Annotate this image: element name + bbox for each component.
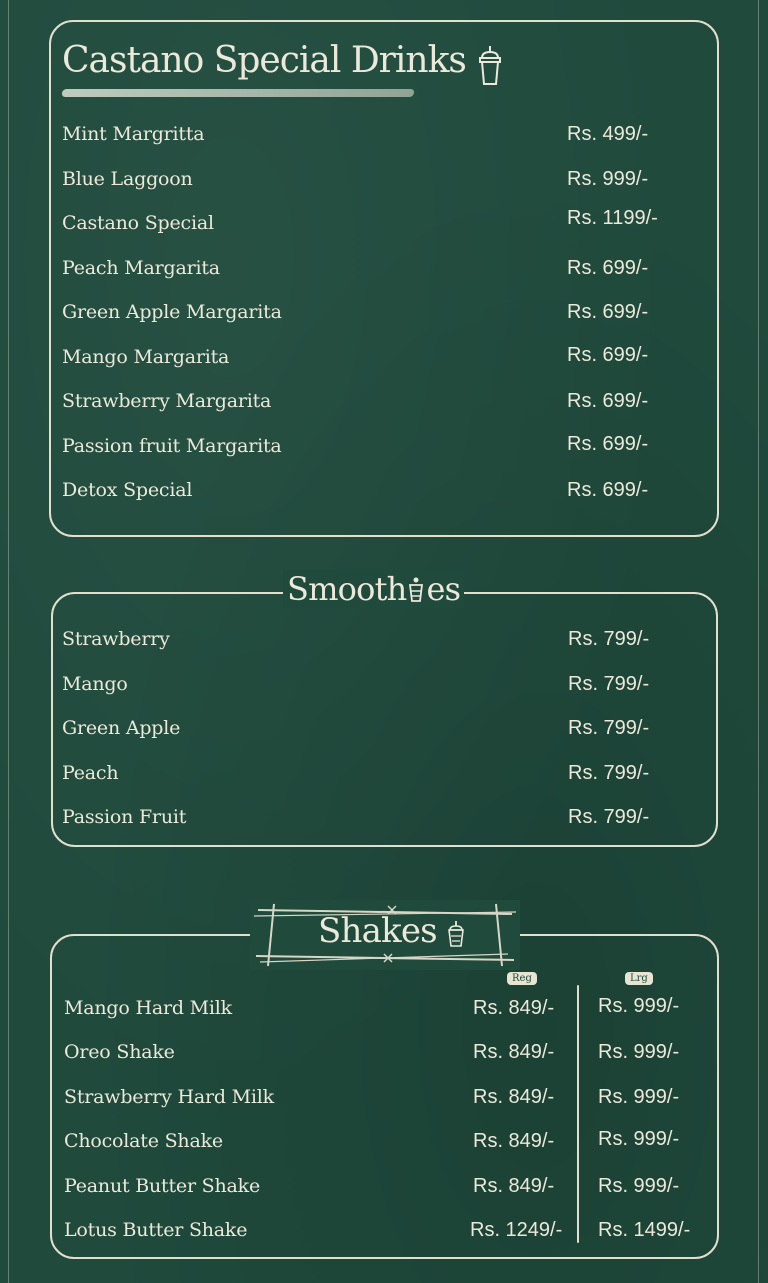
list-item <box>50 123 718 153</box>
list-item <box>50 390 718 420</box>
item-price: Rs. 699/- <box>567 433 649 455</box>
smoothie-glass-icon <box>407 577 425 603</box>
list-item <box>50 806 718 836</box>
item-name: Green Apple Margarita <box>62 301 282 323</box>
right-edge-line <box>758 0 759 1283</box>
list-item <box>50 301 718 331</box>
item-name: Mango Margarita <box>62 346 230 368</box>
shakes-title: Shakes <box>318 911 437 951</box>
list-item <box>52 1130 718 1160</box>
item-price: Rs. 699/- <box>567 257 649 279</box>
item-price: Rs. 499/- <box>567 123 649 145</box>
item-price-regular: Rs. 1249/- <box>470 1219 563 1241</box>
list-item <box>50 207 718 242</box>
item-price: Rs. 799/- <box>568 717 650 739</box>
item-name: Castano Special <box>62 212 214 234</box>
list-item <box>50 717 718 747</box>
item-price: Rs. 699/- <box>567 479 649 501</box>
item-price-regular: Rs. 849/- <box>473 1175 555 1197</box>
list-item <box>52 1041 718 1071</box>
smoothies-title-end: es <box>426 570 461 608</box>
smoothies-title-start: Smooth <box>287 570 407 608</box>
item-price: Rs. 799/- <box>568 628 650 650</box>
list-item <box>52 997 718 1027</box>
item-price-large: Rs. 999/- <box>598 1175 680 1197</box>
list-item <box>50 479 718 509</box>
list-item <box>52 1219 718 1249</box>
item-price: Rs. 999/- <box>567 168 649 190</box>
item-price: Rs. 1199/- <box>567 207 658 229</box>
list-item <box>52 1175 718 1205</box>
item-name: Mango Hard Milk <box>64 997 232 1019</box>
special-drinks-title-underline <box>61 89 414 97</box>
item-name: Passion Fruit <box>62 806 187 828</box>
item-name: Strawberry Hard Milk <box>64 1086 274 1108</box>
list-item <box>50 673 718 703</box>
shake-cup-icon <box>447 920 465 948</box>
item-price-large: Rs. 999/- <box>598 1086 680 1108</box>
special-drinks-title: Castano Special Drinks <box>62 40 466 81</box>
item-name: Detox Special <box>62 479 193 501</box>
item-name: Peach Margarita <box>62 257 220 279</box>
item-price: Rs. 799/- <box>568 673 650 695</box>
item-name: Mint Margritta <box>62 123 205 145</box>
item-name: Chocolate Shake <box>64 1130 223 1152</box>
item-name: Blue Laggoon <box>62 168 193 190</box>
item-price-large: Rs. 1499/- <box>598 1219 691 1241</box>
item-price: Rs. 799/- <box>568 806 650 828</box>
list-item <box>50 168 718 198</box>
item-price-large: Rs. 999/- <box>598 995 680 1017</box>
item-price-regular: Rs. 849/- <box>473 1130 555 1152</box>
item-price: Rs. 699/- <box>567 344 649 366</box>
item-name: Mango <box>62 673 128 695</box>
large-size-badge: Lrg <box>625 972 653 985</box>
item-price-large: Rs. 999/- <box>598 1128 680 1150</box>
item-name: Passion fruit Margarita <box>62 435 282 457</box>
list-item <box>50 762 718 792</box>
item-price: Rs. 699/- <box>567 301 649 323</box>
item-price-regular: Rs. 849/- <box>473 997 555 1019</box>
item-name: Oreo Shake <box>64 1041 175 1063</box>
item-name: Peach <box>62 762 119 784</box>
regular-size-badge: Reg <box>507 972 537 985</box>
list-item <box>50 435 718 465</box>
item-name: Lotus Butter Shake <box>64 1219 248 1241</box>
drink-cup-icon <box>478 44 502 86</box>
left-edge-line <box>8 0 9 1283</box>
list-item <box>50 346 718 376</box>
smoothies-title <box>283 570 464 608</box>
list-item <box>50 628 718 658</box>
item-price-regular: Rs. 849/- <box>473 1086 555 1108</box>
item-price-large: Rs. 999/- <box>598 1041 680 1063</box>
item-name: Strawberry Margarita <box>62 390 272 412</box>
list-item <box>52 1086 718 1116</box>
item-price-regular: Rs. 849/- <box>473 1041 555 1063</box>
item-name: Peanut Butter Shake <box>64 1175 261 1197</box>
item-name: Strawberry <box>62 628 170 650</box>
item-name: Green Apple <box>62 717 181 739</box>
item-price: Rs. 699/- <box>567 390 649 412</box>
item-price: Rs. 799/- <box>568 762 650 784</box>
list-item <box>50 257 718 287</box>
